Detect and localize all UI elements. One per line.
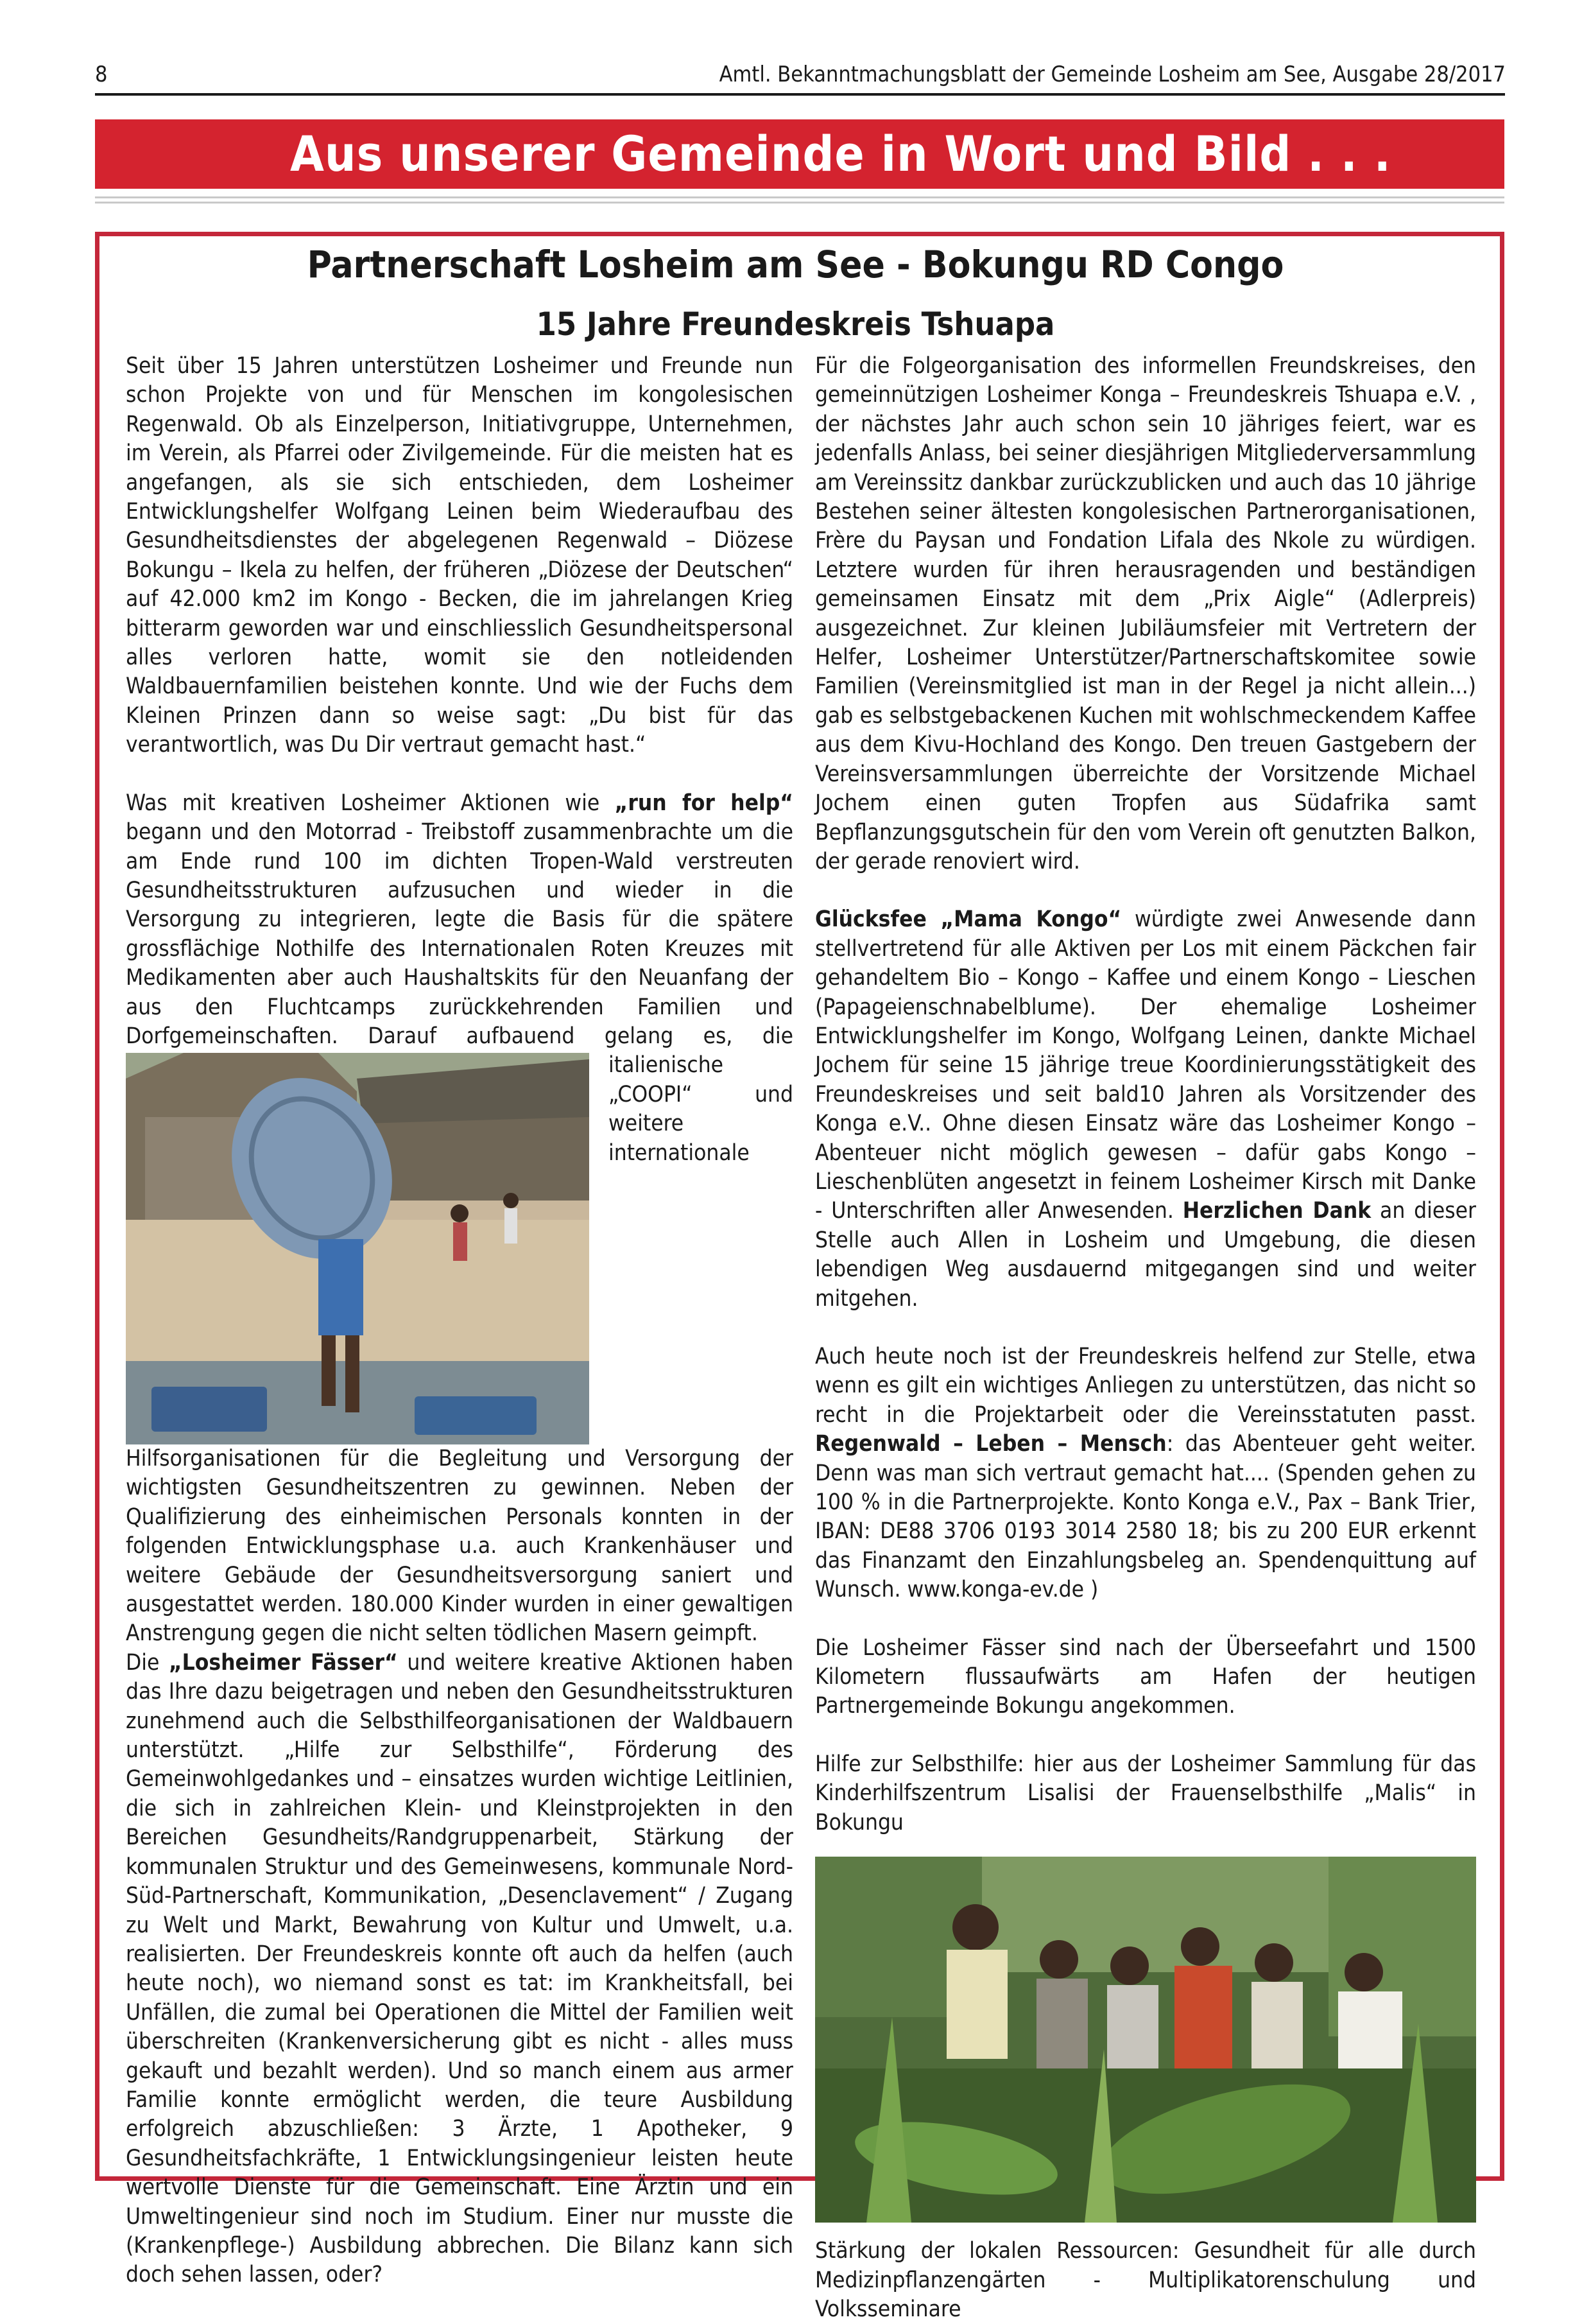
right-paragraph-5: Hilfe zur Selbsthilfe: hier aus der Losheimer Sammlung für das Kinderhilfszentrum Lisalisi der Frauenselbsthilfe „Malis“ in Bokungu [815, 1751, 1476, 1835]
text-run: Die [126, 1649, 169, 1676]
right-paragraph-2 [815, 905, 1476, 1314]
section-banner: Aus unserer Gemeinde in Wort und Bild . . . [95, 119, 1504, 189]
text-run: an dieser Stelle auch Allen in Losheim und Umgebung, die diesen lebendigen Weg ausdauernd mitgegangen sind und weiter mitgehen. [815, 1198, 1476, 1312]
article-subtitle: 15 Jahre Freundeskreis Tshuapa [536, 306, 1055, 343]
right-paragraph-4: Die Losheimer Fässer sind nach der Überseefahrt und 1500 Kilometern flussaufwärts am Hafen der heutigen Partnergemeinde Bokungu angekommen. [815, 1635, 1476, 1719]
text-run: : das Abenteuer geht weiter. Denn was man sich vertraut gemacht hat.... (Spenden gehen zu 100 % in die Partnerprojekte. Konto Konga e.V., Pax – Bank Trier, IBAN: DE88 3706 0193 3014 2580 18; bis zu 200 EUR erkennt das Finanzamt den Einzahlungsbeleg an. Spendenquittung auf Wunsch. www.konga-ev.de ) [815, 1431, 1476, 1603]
text-run: Auch heute noch ist der Freundeskreis helfend zur Stelle, etwa wenn es gilt ein wichtiges Anliegen zu unterstützen, das nicht so recht in die Projektarbeit oder die Vereinsstatuten passt. [815, 1344, 1476, 1428]
header-rule [95, 93, 1505, 96]
text-run: Was mit kreativen Losheimer Aktionen wie [126, 790, 615, 816]
page-number: 8 [95, 62, 108, 87]
text-run: begann und den Motorrad - Treibstoff zusammenbrachte um die am Ende rund 100 im dichten Tropen-Wald verstreuten Gesundheitsstrukturen aufzusuchen und wieder in die Versorgung zu integrieren, legte die Basis für die spätere grossflächige Nothilfe des Internationalen Roten Kreuzes mit Medikamenten aber auch Haushaltskits für den Neuanfang der aus den Fluchtcamps zurückkehrenden Familien und Dorfgemeinschaften. Darauf aufbauend gelang es, die italienische „COOPI“ und weitere internationale Hilfsorganisationen für die Begleitung und Versorgung der wichtigsten Gesundheitszentren zu gewinnen. Neben der Qualifizierung des einheimischen Personals konnten in der folgenden Entwicklungsphase u.a. auch Krankenhäuser und weitere Gebäude der Gesundheitsversorgung saniert und ausgestattet werden. 180.000 Kinder wurden in einer gewaltigen Anstrengung gegen die nicht selten tödlichen Masern geimpft. [126, 819, 793, 1647]
right-paragraph-3 [815, 1342, 1476, 1605]
text-run: und weitere kreative Aktionen haben das Ihre dazu beigetragen und neben den Gesundheitsstrukturen zunehmend auch die Selbsthilfeorganisationen der Waldbauern unterstützt. „Hilfe zur Selbsthilfe“, Förderung des Gemeinwohlgedankes und – einsatzes wurden wichtige Leitlinien, die sich in zahlreichen Klein- und Kleinstprojekten in den Bereichen Gesundheits/Randgruppenarbeit, Stärkung der kommunalen Struktur und des Gemeinwesens, kommunale Nord-Süd-Partnerschaft, Kommunikation, „Desenclavement“ / Zugang zu Welt und Markt, Bewahrung von Kultur und Umwelt, u.a. realisierten. Der Freundeskreis konnte oft auch da helfen (auch heute noch), wo niemand sonst es tat: im Krankheitsfall, bei Unfällen, die zumal bei Operationen die Mittel der Familien weit überschreiten (Krankenversicherung gibt es nicht - alles muss gekauft und bezahlt werden). Und so manch einem aus armer Familie konnte ermöglicht werden, die teure Ausbildung erfolgreich abzuschließen: 3 Ärzte, 1 Apotheker, 9 Gesundheitsfachkräfte, 1 Entwicklungsingenieur leisten heute wertvolle Dienste für die Gemeinschaft. Eine Ärztin und ein Umweltingenieur sind noch im Studium. Einer nur musste die (Krankenpflege-) Ausbildung abbrechen. Die Bilanz kann sich doch sehen lassen, oder? [126, 1649, 793, 2288]
photo-medicinal-garden [815, 1857, 1476, 2223]
right-paragraph-1: Für die Folgeorganisation des informellen Freundskreises, den gemeinnützigen Losheimer Konga – Freundeskreis Tshuapa e.V. , der nächstes Jahr auch schon sein 10 jähriges feiert, war es jedenfalls Anlass, bei seiner diesjährigen Mitgliederversammlung am Vereinssitz dankbar zurückzublicken und auch das 10 jährige Bestehen seiner ältesten kongolesischen Partnerorganisationen, Frère du Paysan und Fondation Lifala des Nkole zu würdigen. Letztere wurden für ihren herausragenden und beständigen gemeinsamen Einsatz mit dem „Prix Aigle“ (Adlerpreis) ausgezeichnet. Zur kleinen Jubiläumsfeier mit Vertretern der Helfer, Losheimer Unterstützer/Partnerschaftskomitee sowie Familien (Vereinsmitglied ist man in der Regel ja nicht allein...) gab es selbstgebackenen Kuchen mit wohlschmeckendem Kaffee aus dem Kivu-Hochland des Kongo. Den treuen Gastgebern der Vereinsversammlungen überreichte der Vorsitzende Michael Jochem einen guten Tropfen aus Südafrika samt Bepflanzungsgutschein für den vom Verein oft genutzten Balkon, der gerade renoviert wird. [815, 353, 1476, 874]
photo-barrel-carrier [126, 1053, 589, 1444]
publication-title: Amtl. Bekanntmachungsblatt der Gemeinde Losheim am See, Ausgabe 28/2017 [719, 62, 1506, 87]
bold-run: Herzlichen Dank [1182, 1198, 1372, 1224]
page-header [0, 0, 1591, 96]
article-title: Partnerschaft Losheim am See - Bokungu RD Congo [307, 243, 1284, 286]
photo-barrel-carrier-image [126, 1053, 589, 1444]
left-paragraph-1: Seit über 15 Jahren unterstützen Losheimer und Freunde nun schon Projekte von und für Menschen im kongolesischen Regenwald. Ob als Einzelperson, Initiativgruppe, Unternehmen, im Verein, als Pfarrei oder Zivilgemeinde. Für die meisten hat es angefangen, als sie sich entschieden, dem Losheimer Entwicklungshelfer Wolfgang Leinen beim Wiederaufbau des Gesundheitsdienstes der abgelegenen Regenwald – Diözese Bokungu – Ikela zu helfen, der früheren „Diözese der Deutschen“ auf 42.000 km2 im Kongo - Becken, die im jahrelangen Krieg bitterarm geworden war und einschliesslich Gesundheitspersonal alles verloren hatte, womit sie den notleidenden Waldbauernfamilien beistehen konnte. Und wie der Fuchs dem Kleinen Prinzen dann so weise sagt: „Du bist für das verantwortlich, was Du Dir vertraut gemacht hast.“ [126, 353, 793, 758]
banner-divider-2 [95, 202, 1504, 204]
photo-medicinal-garden-image [815, 1857, 1476, 2223]
bold-run: „run for help“ [614, 790, 793, 816]
banner-divider-1 [95, 196, 1504, 198]
bold-run: Glücksfee „Mama Kongo“ [815, 906, 1122, 933]
bold-run: „Losheimer Fässer“ [168, 1649, 398, 1676]
photo-caption: Stärkung der lokalen Ressourcen: Gesundheit für alle durch Medizinpflanzengärten - Multiplikatorenschulung und Volksseminare [815, 2238, 1476, 2322]
left-paragraph-3 [126, 1649, 793, 2290]
text-run: würdigte zwei Anwesende dann stellvertretend für alle Aktiven per Los mit einem Päckchen fair gehandeltem Bio – Kongo – Kaffee und einem Kongo – Lieschen (Papageienschnabelblume). Der ehemalige Losheimer Entwicklungshelfer im Kongo, Wolfgang Leinen, dankte Michael Jochem für seine 15 jährige treue Koordinierungsstätigkeit des Freundeskreises und seit bald10 Jahren als Vorsitzender des Konga e.V.. Ohne diesen Einsatz wäre das Losheimer Kongo – Abenteuer nicht möglich gewesen – dafür gabs Kongo – Lieschenblüten angesetzt in feinem Losheimer Kirsch mit Danke - Unterschriften aller Anwesenden. [815, 906, 1476, 1224]
bold-run: Regenwald – Leben – Mensch [815, 1431, 1167, 1457]
right-column [815, 352, 1476, 2324]
